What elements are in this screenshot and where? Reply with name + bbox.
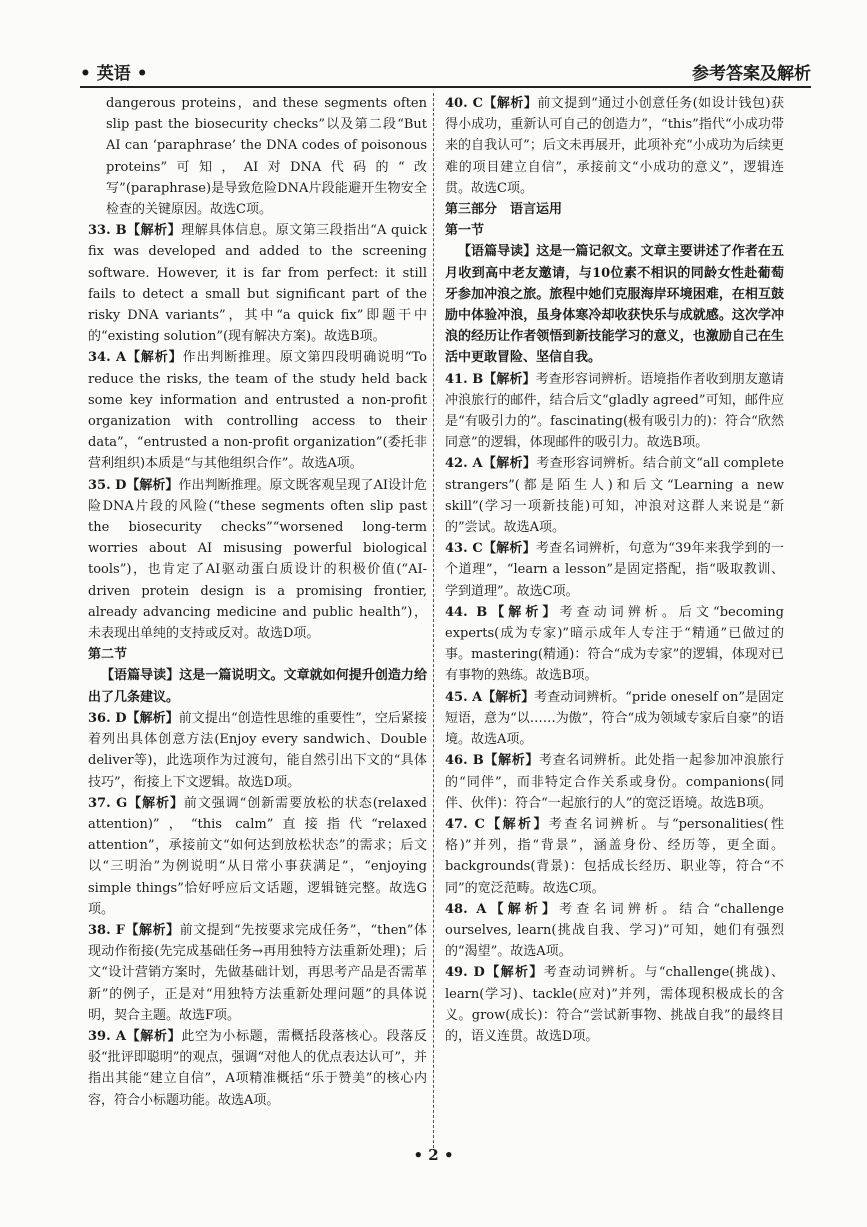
guide-text: 这是一篇记叙文。文章主要讲述了作者在五月收到高中老友邀请，与10位素不相识的同龄女性赴葡萄牙参加冲浪之旅。旅程中她们克服海岸环境困难，在相互鼓励中体验冲浪，虽身体寒冷却收获快乐与成就感。这次学冲浪的经历让作者领悟到新技能学习的意义，也激励自己在生活中更敢冒险、坚信自我。 <box>445 244 784 366</box>
answer-head: 41. B【解析】 <box>445 371 536 387</box>
answer-38 <box>88 920 427 1026</box>
answer-body: 此空为小标题，需概括段落核心。段落反驳“批评即聪明”的观点，强调“对他人的优点表达认可”，并指出其能“建立自信”，A项精准概括“乐于赞美”的核心内容，符合小标题功能。故选A项。 <box>88 1028 427 1108</box>
answer-head: 34. A【解析】 <box>88 350 183 366</box>
section-2-guide <box>88 665 427 707</box>
answer-40 <box>445 93 784 199</box>
answer-body: 作出判断推理。原文第四段明确说明“To reduce the risks, the team of the study held back some key information and entrusted a non-profit organization with controlling access to their data”，“entrusted a non-profit organization”(委托非营利组织)本质是“与其他组织合作”。故选A项。 <box>88 350 428 472</box>
page-header <box>80 56 811 88</box>
answer-body: 前文提出“创造性思维的重要性”，空后紧接着列出具体创意方法(Enjoy every sandwich、Double deliver等)，此选项作为过渡句，能自然引出下文的“具体技巧”，衔接上下文逻辑。故选D项。 <box>88 710 428 790</box>
answer-39 <box>88 1026 427 1111</box>
left-column <box>88 93 427 1111</box>
section-label: 参考答案及解析 <box>692 63 811 84</box>
answer-body: 考查动词辨析。后文“becoming experts(成为专家)”暗示成年人专注于“精通”已做过的事。mastering(精通)：符合“成为专家”的逻辑，体现对已有事物的熟练。故选B项。 <box>445 604 784 684</box>
answer-44 <box>445 602 784 687</box>
answer-48 <box>445 899 784 963</box>
page-number: • 2 • <box>413 1146 454 1164</box>
answer-body: 考查名词辨析，句意为“39年来我学到的一个道理”，“learn a lesson”是固定搭配，指“吸取教训、学到道理”。故选C项。 <box>445 541 784 599</box>
answer-head: 44. B【解析】 <box>445 604 560 620</box>
answer-42 <box>445 453 784 538</box>
answer-body: 考查名词辨析。结合“challenge ourselves, learn(挑战自我、学习)”可知，她们有强烈的“渴望”。故选A项。 <box>445 901 784 960</box>
answer-body: 作出判断推理。原文既客观呈现了AI设计危险DNA片段的风险(“these segments often slip past the biosecurity checks”“worsened long-term worries about AI misusing powerful biological tools”)，也肯定了AI驱动蛋白质设计的积极价值(“AI-driven protein design is a promising frontier, already advancing medicine and public health”)，未表现出单纯的支持或反对。故选D项。 <box>88 477 427 642</box>
answer-body: 考查名词辨析。此处指一起参加冲浪旅行的“同伴”，而非特定合作关系或身份。companions(同伴、伙伴)：符合“一起旅行的人”的宽泛语境。故选B项。 <box>445 753 784 811</box>
answer-head: 45. A【解析】 <box>445 689 535 705</box>
answer-body: 前文提到“先按要求完成任务”，“then”体现动作衔接(先完成基础任务→再用独特方法重新处理)；后文“设计营销方案时，先做基础计划，再思考产品是否需革新”的例子，正是对“用独特方法重新处理问题”的具体说明，契合主题。故选F项。 <box>88 922 427 1023</box>
answer-49 <box>445 962 784 1047</box>
answer-body: 考查形容词辨析。结合前文“all complete strangers”(都是陌生人)和后文“Learning a new skill”(学习一项新技能)可知，冲浪对这群人来说是“新的”尝试。故选A项。 <box>445 456 784 536</box>
column-divider <box>433 93 434 1148</box>
answer-41 <box>445 369 784 454</box>
answer-46 <box>445 750 784 814</box>
subject-label: • 英语 • <box>80 63 148 84</box>
answer-body: 前文提到“通过小创意任务(如设计钱包)获得小成功，重新认可自己的创造力”，“this”指代“小成功带来的自我认可”；后文未再展开，此项补充“小成功为后续更难的项目建立自信”，承接前文“小成功的意义”，逻辑连贯。故选C项。 <box>445 96 784 196</box>
answer-head: 42. A【解析】 <box>445 456 537 472</box>
answer-head: 48. A【解析】 <box>445 901 560 917</box>
answer-head: 37. G【解析】 <box>88 795 184 811</box>
continuation-paragraph: dangerous proteins，and these segments often slip past the biosecurity checks”以及第二段“But AI can ‘paraphrase’ the DNA codes of poisonous proteins”可知，AI对DNA代码的“改写”(paraphrase)是导致危险DNA片段能避开生物安全检查的关键原因。故选C项。 <box>106 96 427 218</box>
answer-head: 39. A【解析】 <box>88 1028 182 1044</box>
section-1-title: 第一节 <box>445 223 485 239</box>
guide-tag: 【语篇导读】 <box>101 668 180 684</box>
answer-33 <box>88 220 427 347</box>
answer-head: 40. C【解析】 <box>445 96 538 111</box>
answer-head: 33. B【解析】 <box>88 223 182 239</box>
answer-body: 考查名词辨析。与“personalities(性格)”并列，指“背景”，涵盖身份、经历等，更全面。backgrounds(背景)：包括成长经历、职业等，符合“不同”的宽泛范畴。故选C项。 <box>445 816 784 896</box>
answer-head: 35. D【解析】 <box>88 477 179 493</box>
section-2-title: 第二节 <box>88 647 128 663</box>
answer-body: 理解具体信息。原文第三段指出“A quick fix was developed and added to the screening software. However, it is far from perfect: it still fails to detect a small but significant part of the risky DNA variants”，其中“a quick fix”即题干中的“existing solution”(现有解决方案)。故选B项。 <box>88 223 427 345</box>
answer-head: 43. C【解析】 <box>445 541 536 557</box>
answer-head: 36. D【解析】 <box>88 710 179 726</box>
answer-43 <box>445 538 784 602</box>
answer-36 <box>88 708 427 793</box>
answer-47 <box>445 814 784 899</box>
answer-head: 38. F【解析】 <box>88 922 180 938</box>
answer-head: 46. B【解析】 <box>445 753 540 769</box>
answer-body: 前文强调“创新需要放松的状态(relaxed attention)”，“this calm”直接指代“relaxed attention”，承接前文“如何达到放松状态”的需求；后文以“三明治”为例说明“从日常小事获满足”，“enjoying simple things”恰好呼应后文话题，逻辑链完整。故选G项。 <box>88 795 427 917</box>
part-3-title: 第三部分 语言运用 <box>445 202 563 218</box>
answer-body: 考查动词辨析。与“challenge(挑战)、learn(学习)、tackle(应对)”并列，需体现积极成长的含义。grow(成长)：符合“尝试新事物、挑战自我”的最终目的，语义连贯。故选D项。 <box>445 965 784 1044</box>
answer-head: 47. C【解析】 <box>445 816 549 832</box>
answer-35 <box>88 475 427 645</box>
answer-37 <box>88 793 427 920</box>
answer-body: 考查形容词辨析。语境指作者收到朋友邀请冲浪旅行的邮件，结合后文“gladly agreed”可知，邮件应是“有吸引力的”。fascinating(极有吸引力的)：符合“欣然同意”的逻辑，体现邮件的吸引力。故选B项。 <box>445 371 784 451</box>
answer-head: 49. D【解析】 <box>445 965 544 981</box>
right-column <box>445 93 784 1047</box>
guide-tag: 【语篇导读】 <box>458 244 537 260</box>
guide-text: 这是一篇说明文。文章就如何提升创造力给出了几条建议。 <box>88 668 427 705</box>
answer-body: 考查动词辨析。“pride oneself on”是固定短语，意为“以……为傲”，符合“成为领域专家后自豪”的语境。故选A项。 <box>445 689 784 748</box>
answer-34 <box>88 347 427 474</box>
section-1-guide <box>445 241 784 368</box>
answer-45 <box>445 687 784 751</box>
